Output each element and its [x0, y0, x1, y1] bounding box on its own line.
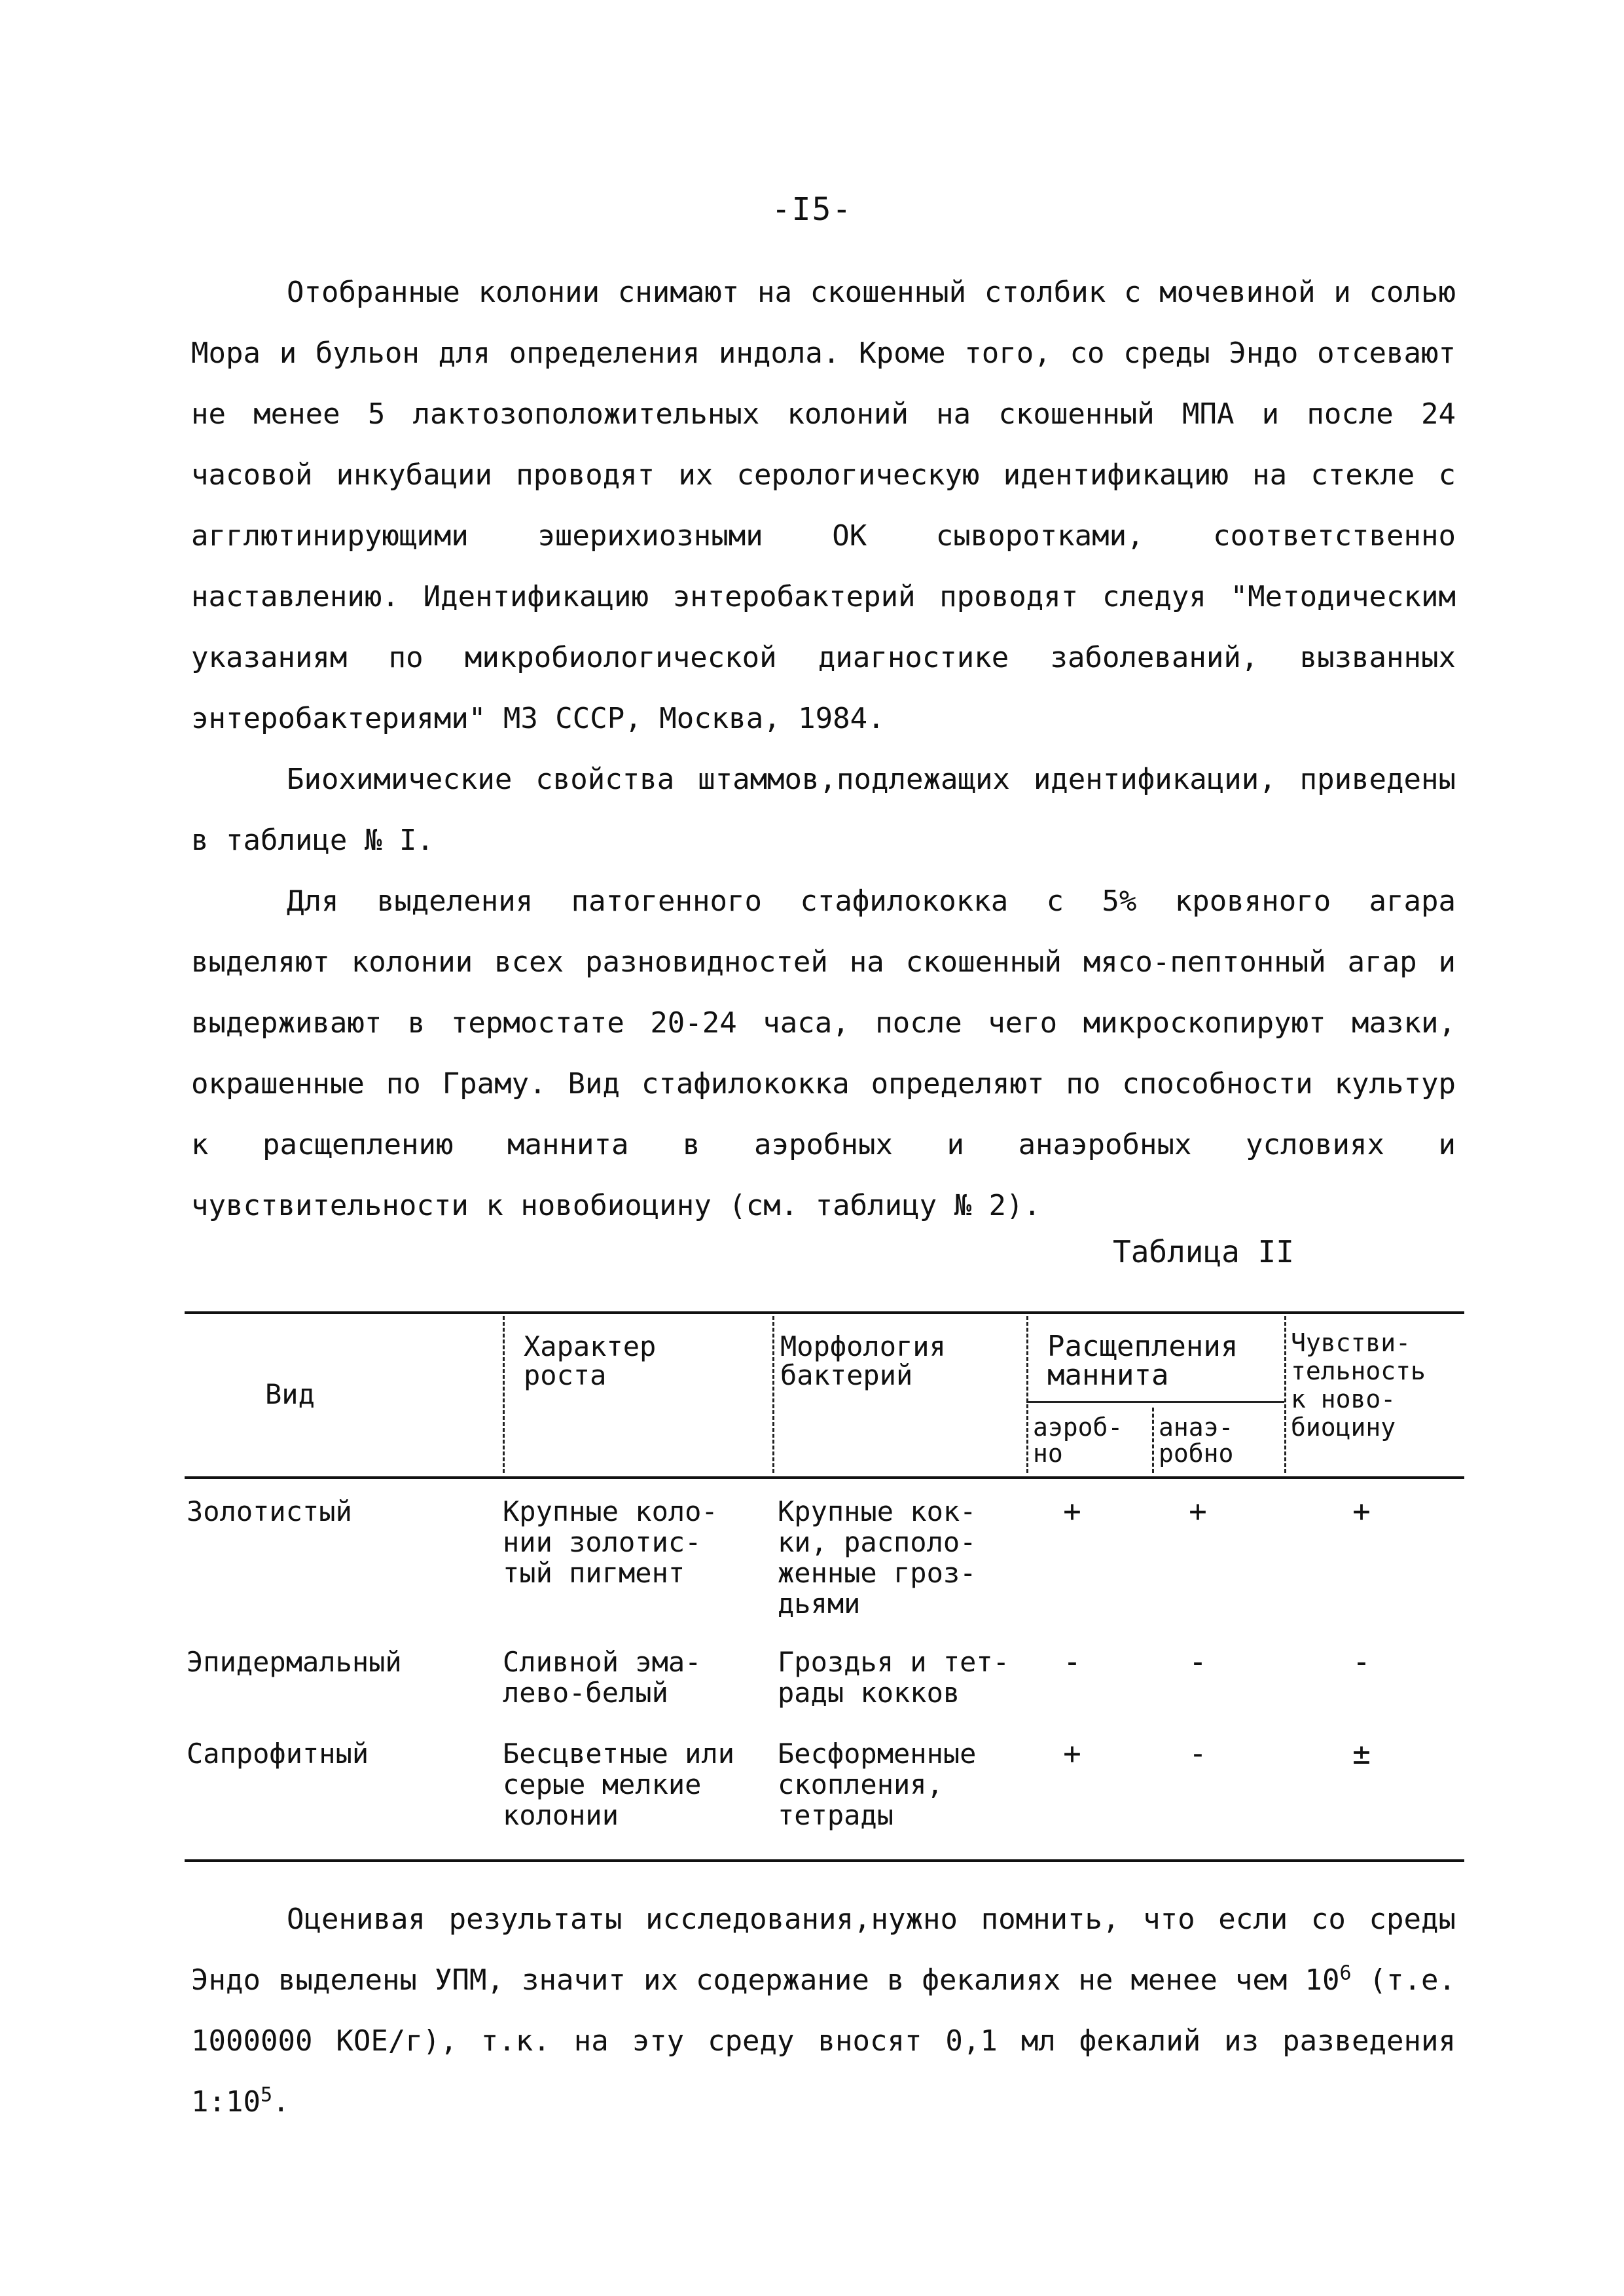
exponent-5: 5: [260, 2083, 273, 2107]
table-caption: Таблица II: [1113, 1234, 1294, 1269]
closing-paragraph: [191, 1889, 1456, 2132]
closing-text-end: .: [272, 2085, 290, 2119]
header-mannitol: Расщепления маннита: [1047, 1330, 1238, 1392]
row-growth: Крупные коло- нии золотис- тый пигмент: [503, 1495, 718, 1589]
closing-text-part-2: (т.е. 1000000 КОЕ/г), т.к. на эту среду вносят 0,1 мл фекалий из разведения 1:10: [191, 1963, 1456, 2119]
row-morphology: Гроздья и тет- рады кокков: [778, 1646, 1010, 1709]
header-divider: [503, 1316, 505, 1473]
mannitol-subheader-rule: [1026, 1401, 1284, 1403]
closing-text: [191, 1889, 1456, 2132]
header-divider: [1152, 1408, 1154, 1473]
paragraph-3: Для выделения патогенного стафилококка с 5% кровяного агара выделяют колонии всех разновидностей на скошенный мясо-пептонный агар и выдерживают в термостате 20-24 часа, после чего микроскопируют мазки, окрашенные по Граму. Вид стафилококка определяют по способности культур к расщеплению маннита в аэробных и анаэробных условиях и чувствительности к новобиоцину (см. таблицу № 2).: [191, 884, 1456, 1222]
table-header-rule: [185, 1476, 1464, 1479]
row-aerobic: -: [1063, 1644, 1081, 1679]
table-top-rule: [185, 1311, 1464, 1314]
header-morphology: Морфология бактерий: [780, 1330, 946, 1391]
row-morphology: Бесформенные скопления, тетрады: [778, 1738, 977, 1831]
row-anaerobic: -: [1189, 1736, 1207, 1771]
header-divider: [1026, 1316, 1028, 1473]
intro-text: [191, 262, 1456, 1236]
paragraph-2: Биохимические свойства штаммов,подлежащих идентификации, приведены в таблице № I.: [191, 763, 1456, 857]
header-species: Вид: [265, 1378, 315, 1410]
row-sensitivity: +: [1352, 1493, 1371, 1529]
row-sensitivity: ±: [1352, 1736, 1371, 1771]
header-divider: [1284, 1316, 1286, 1473]
header-divider: [772, 1316, 774, 1473]
closing-text-part-1: Оценивая результаты исследования,нужно помнить, что если со среды Эндо выделены УПМ, значит их содержание в фекалиях не менее чем 10: [191, 1903, 1456, 1997]
paragraph-1: Отобранные колонии снимают на скошенный столбик с мочевиной и солью Мора и бульон для определения индола. Кроме того, со среды Эндо отсевают не менее 5 лактозоположительных колоний на скошенный МПА и после 24 часовой инкубации проводят их серологическую идентификацию на стекле с агглютинирующими эшерихиозными ОК сыворотками, соответственно наставлению. Идентификацию энтеробактерий проводят следуя "Методическим указаниям по микробиологической диагностике заболеваний, вызванных энтеробактериями" МЗ СССР, Москва, 1984.: [191, 276, 1456, 735]
row-species: Золотистый: [187, 1495, 352, 1527]
row-species: Эпидермальный: [187, 1646, 402, 1678]
header-growth: Характер роста: [524, 1330, 657, 1391]
header-aerobic: аэроб- но: [1033, 1413, 1123, 1468]
row-growth: Бесцветные или серые мелкие колонии: [503, 1738, 735, 1831]
row-morphology: Крупные кок- ки, располо- женные гроз- дьями: [778, 1495, 977, 1620]
exponent-6: 6: [1339, 1961, 1352, 1985]
row-sensitivity: -: [1352, 1644, 1371, 1679]
row-aerobic: +: [1063, 1736, 1081, 1771]
row-anaerobic: -: [1189, 1644, 1207, 1679]
row-anaerobic: +: [1189, 1493, 1207, 1529]
header-sensitivity: Чувстви- тельность к ново- биоцину: [1291, 1328, 1426, 1442]
row-aerobic: +: [1063, 1493, 1081, 1529]
row-species: Сапрофитный: [187, 1738, 369, 1770]
header-anaerobic: анаэ- робно: [1159, 1413, 1234, 1468]
table-bottom-rule: [185, 1859, 1464, 1862]
row-growth: Сливной эма- лево-белый: [503, 1646, 702, 1709]
page-number: -I5-: [771, 191, 853, 228]
